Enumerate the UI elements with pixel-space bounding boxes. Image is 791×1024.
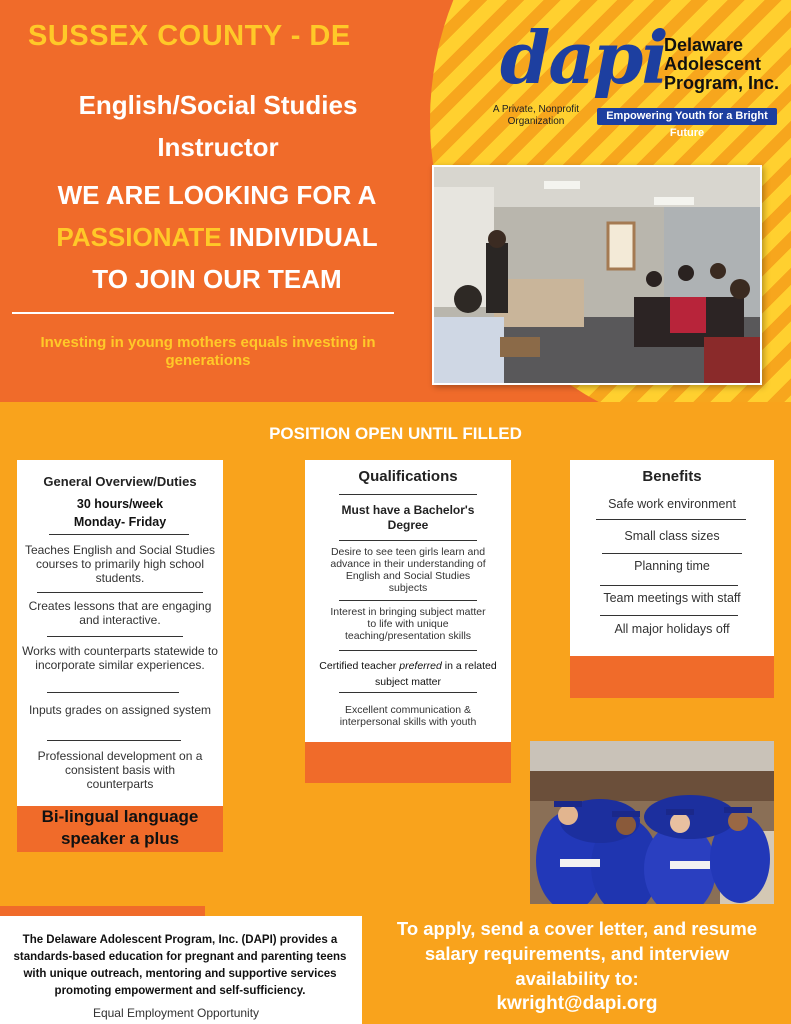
- benefit-item: Team meetings with staff: [603, 591, 741, 605]
- qualifications-certified: [309, 658, 507, 690]
- overview-card: [17, 460, 223, 806]
- logo-name-line3: Program, Inc.: [664, 73, 780, 93]
- benefit-item: All major holidays off: [614, 622, 730, 636]
- certified-text-rest: in a related subject matter: [375, 660, 497, 688]
- dapi-logo-wordmark: dapi: [500, 15, 667, 100]
- tagline: Investing in young mothers equals investing in generations: [40, 334, 376, 369]
- region-title: SUSSEX COUNTY - DE: [28, 20, 351, 52]
- overview-item: Creates lessons that are engaging and interactive.: [28, 599, 212, 627]
- benefits-card: [570, 460, 774, 656]
- qualifications-card-footer: [305, 742, 511, 783]
- classroom-photo: [432, 165, 762, 385]
- headline-line2: [10, 216, 424, 258]
- apply-email[interactable]: kwright@dapi.org: [496, 993, 658, 1014]
- divider: [49, 534, 189, 535]
- headline-highlight: PASSIONATE: [56, 222, 222, 252]
- qualifications-item: Excellent communication & interpersonal skills with youth: [339, 704, 477, 728]
- overview-item: Professional development on a consistent basis with counterparts: [37, 749, 203, 791]
- overview-item: Teaches English and Social Studies courses to primarily high school students.: [24, 543, 216, 585]
- overview-title: General Overview/Duties: [43, 474, 197, 489]
- divider: [339, 494, 477, 495]
- divider: [600, 615, 738, 616]
- headline: [10, 174, 424, 300]
- apply-line2: salary requirements, and interview: [424, 943, 730, 964]
- divider: [47, 692, 179, 693]
- overview-item: Inputs grades on assigned system: [28, 703, 212, 717]
- position-open-heading: POSITION OPEN UNTIL FILLED: [269, 424, 522, 443]
- divider: [602, 553, 742, 554]
- qualifications-degree: Must have a Bachelor's Degree: [341, 503, 475, 532]
- logo-name-line2: Adolescent: [664, 54, 762, 74]
- bilingual-banner: Bi-lingual language speaker a plus: [17, 806, 223, 852]
- divider: [596, 519, 746, 520]
- job-title: [20, 84, 416, 168]
- footer-accent-bar: [0, 906, 205, 916]
- apply-line1: To apply, send a cover letter, and resume: [396, 918, 758, 939]
- headline-line2-rest: INDIVIDUAL: [221, 222, 378, 252]
- divider: [600, 585, 738, 586]
- divider: [339, 540, 477, 541]
- header-divider: [12, 312, 394, 314]
- divider: [47, 740, 181, 741]
- certified-preferred: preferred: [399, 660, 442, 672]
- benefits-card-footer: [570, 656, 774, 698]
- certified-text: Certified teacher: [319, 660, 400, 672]
- benefit-item: Planning time: [634, 559, 710, 573]
- equal-opportunity-text: Equal Employment Opportunity: [92, 1006, 260, 1020]
- headline-line3: TO JOIN OUR TEAM: [92, 264, 342, 294]
- logo-nonprofit-note: A Private, Nonprofit Organization: [492, 104, 580, 127]
- headline-line1: WE ARE LOOKING FOR A: [57, 180, 377, 210]
- qualifications-title: Qualifications: [358, 468, 458, 485]
- overview-days: Monday- Friday: [73, 515, 167, 529]
- benefit-item: Safe work environment: [608, 497, 736, 511]
- qualifications-card: [305, 460, 511, 742]
- divider: [47, 636, 183, 637]
- benefits-title: Benefits: [642, 468, 702, 485]
- apply-line3: availability to:: [515, 968, 639, 989]
- qualifications-item: Interest in bringing subject matter to life with unique teaching/presentation skills: [330, 606, 486, 642]
- logo-name-line1: Delaware: [664, 35, 744, 55]
- qualifications-item: Desire to see teen girls learn and advance in their understanding of English and Social Studies subjects: [330, 546, 486, 594]
- divider: [339, 692, 477, 693]
- logo-slogan: Empowering Youth for a Bright Future: [597, 108, 777, 125]
- logo-organization-name: [664, 36, 779, 93]
- overview-hours: 30 hours/week: [76, 497, 164, 511]
- job-title-line1: English/Social Studies: [78, 90, 358, 120]
- divider: [339, 650, 477, 651]
- divider: [37, 592, 203, 593]
- graduation-photo: [530, 741, 774, 904]
- divider: [339, 600, 477, 601]
- apply-instructions: [372, 916, 782, 1016]
- benefit-item: Small class sizes: [624, 529, 720, 543]
- overview-item: Works with counterparts statewide to incorporate similar experiences.: [22, 644, 218, 672]
- job-title-line2: Instructor: [157, 132, 279, 162]
- about-text: The Delaware Adolescent Program, Inc. (DAPI) provides a standards-based education for pregnant and parenting teens with unique outreach, mentoring and supportive services promoting empowerment and self-sufficiency.: [13, 934, 347, 997]
